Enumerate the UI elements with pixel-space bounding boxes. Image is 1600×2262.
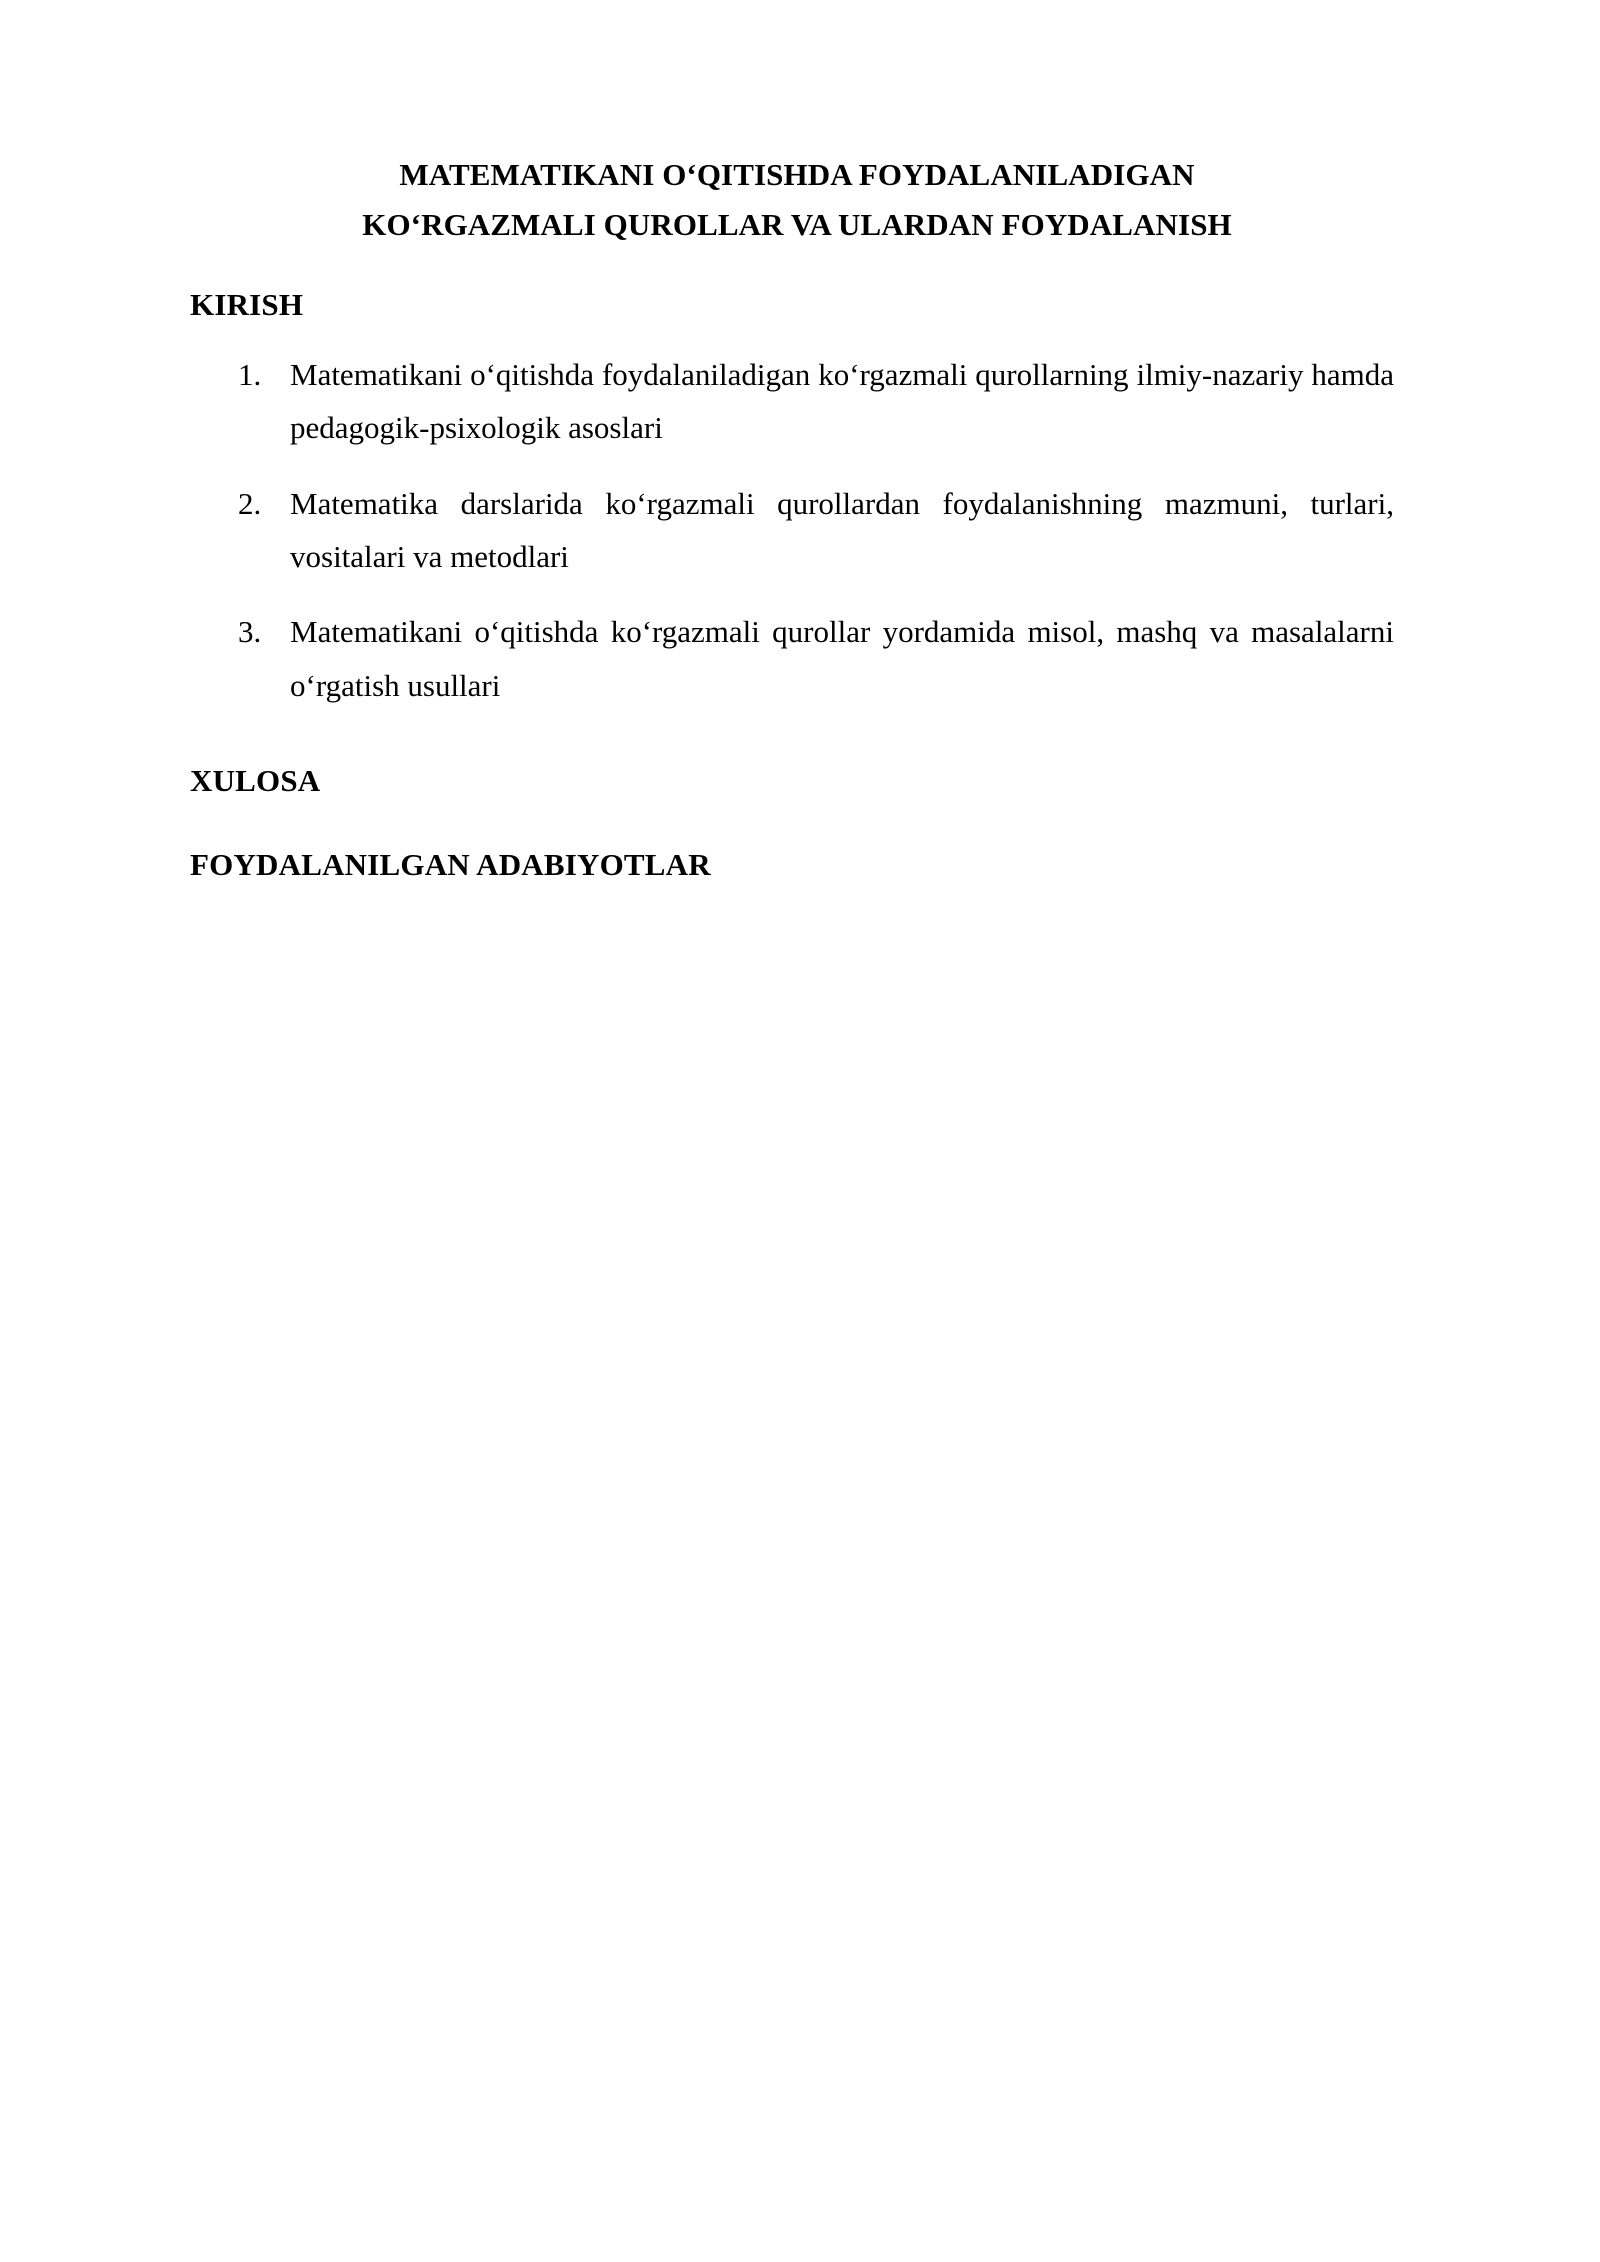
heading-foydalanilgan-adabiyotlar: FOYDALANILGAN ADABIYOTLAR [190,846,711,882]
list-item-marker: 2. [238,485,262,521]
page-title-line-2: KO‘RGAZMALI QUROLLAR VA ULARDAN FOYDALANISH [362,207,1232,243]
list-item-text: Matematikani o‘qitishda foydalaniladigan ko‘rgazmali qurollarning ilmiy-nazariy hamda pedagogik-psixologik asoslari [290,357,1394,446]
list-item [190,477,1404,584]
table-of-contents-list [190,348,1404,712]
list-item [190,605,1404,712]
list-item-marker: 1. [238,357,262,393]
list-item-text: Matematika darslarida ko‘rgazmali qurollardan foydalanishning mazmuni, turlari, vositalari va metodlari [290,485,1394,574]
list-item [190,348,1404,455]
list-item-marker: 3. [238,614,262,650]
heading-kirish: KIRISH [190,287,304,323]
list-item-text: Matematikani o‘qitishda ko‘rgazmali qurollar yordamida misol, mashq va masalalarni o‘rgatish usullari [290,614,1394,703]
page-title [190,150,1404,250]
page-title-line-1: MATEMATIKANI O‘QITISHDA FOYDALANILADIGAN [399,157,1195,192]
heading-xulosa: XULOSA [190,762,321,798]
